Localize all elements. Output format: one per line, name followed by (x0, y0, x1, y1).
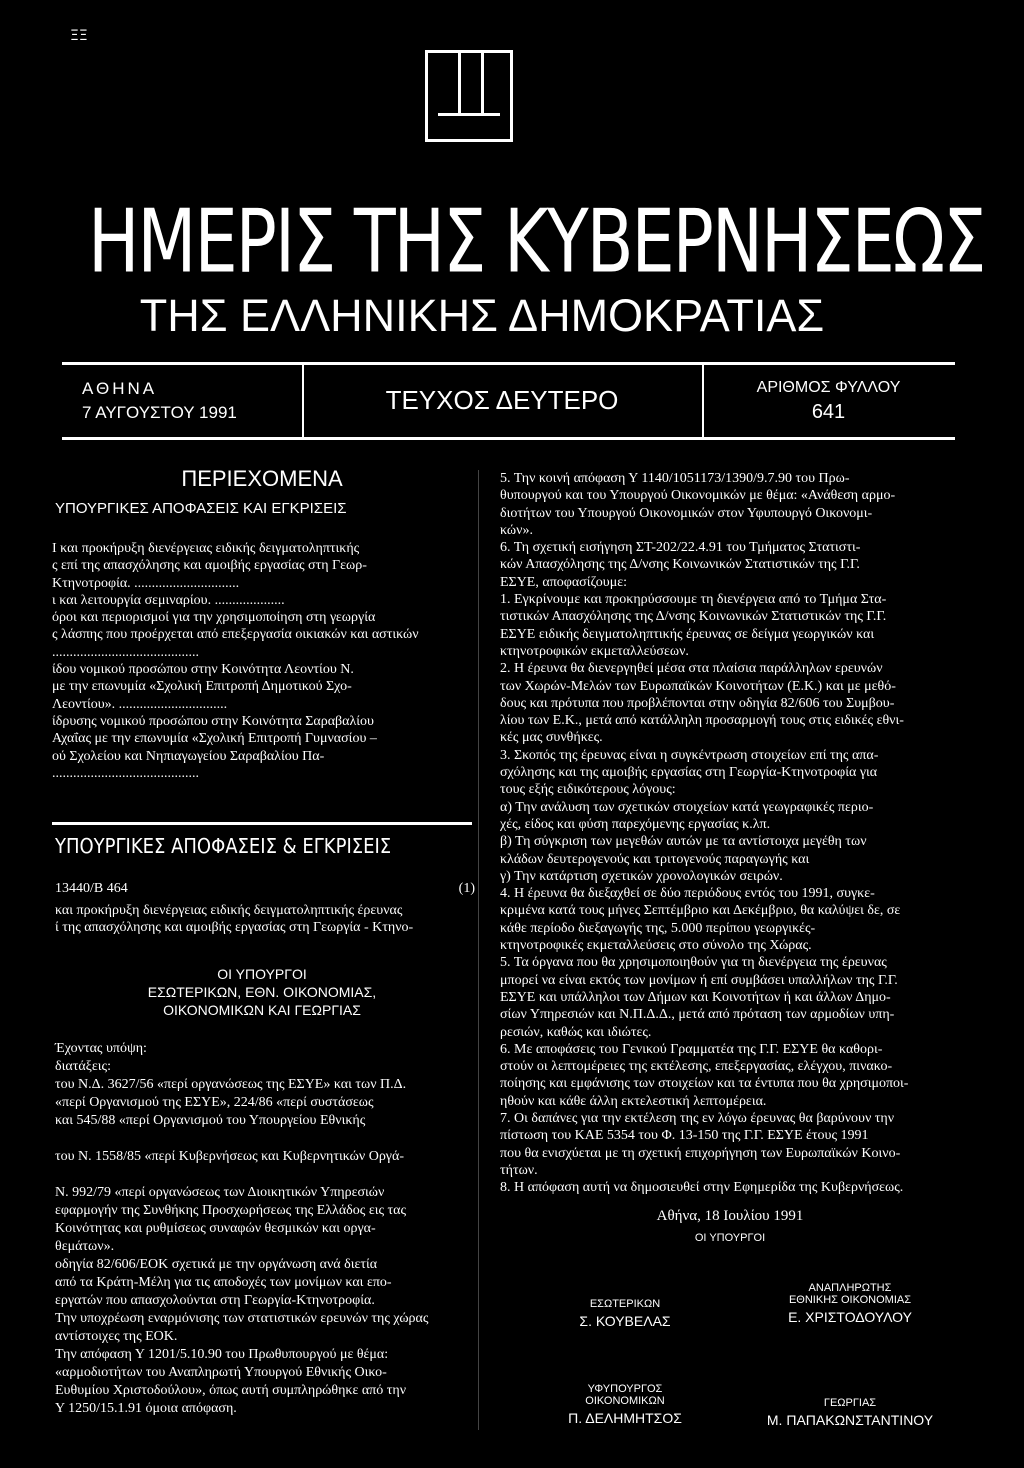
corner-mark: ΞΞ (70, 28, 88, 44)
toc-line: ίδρυσης νομικού προσώπου στην Κοινότητα Σαραβαλίου (52, 713, 374, 729)
article-line: πίστωση του ΚΑΕ 5354 του Φ. 13-150 της Γ.Γ. ΕΣΥΕ έτους 1991 (500, 1128, 869, 1144)
toc-line: ς λάσπης που προέρχεται από επεξεργασία οικιακών και αστικών (52, 627, 419, 643)
signature-block (740, 1282, 960, 1325)
body-line: εργατών που απασχολούνται στη Γεωργία-Κτηνοτροφία. (55, 1293, 375, 1308)
article-line: 4. Η έρευνα θα διεξαχθεί σε δύο περιόδους εντός του 1991, συγκε- (500, 886, 875, 902)
toc-line: Ι και προκήρυξη διενέργειας ειδικής δειγματοληπτικής (52, 541, 360, 556)
body-line: θεμάτων». (55, 1239, 115, 1254)
toc-line: ι και λειτουργία σεμιναρίου. .................... (52, 592, 285, 608)
signature-role: ΕΘΝΙΚΗΣ ΟΙΚΟΝΟΜΙΑΣ (788, 1294, 912, 1306)
signature-role: ΓΕΩΡΓΙΑΣ (823, 1397, 877, 1409)
place-date: Αθήνα, 18 Ιουλίου 1991 (656, 1208, 804, 1224)
body-line (55, 1166, 475, 1184)
article-line: κών Απασχόλησης της Δ/νσης Κοινωνικών Στατιστικών της Γ.Γ. (500, 557, 860, 573)
body-line: Την απόφαση Υ 1201/5.10.90 του Πρωθυπουργού με θέμα: (55, 1347, 389, 1362)
article-line: διοτήτων του Υπουργού Οικονομικών στον Υφυπουργό Οικονομι- (500, 505, 873, 521)
decision-body (55, 1040, 475, 1418)
toc-section: ΥΠΟΥΡΓΙΚΕΣ ΑΠΟΦΑΣΕΙΣ ΚΑΙ ΕΓΚΡΙΣΕΙΣ (55, 500, 347, 517)
article-line: ποίησης και εμφάνισης των στοιχείων και τα έντυπα που θα χρησιμοποι- (500, 1076, 909, 1092)
article-line: τήτων. (500, 1162, 538, 1178)
ministers-title-line: ΕΣΩΤΕΡΙΚΩΝ, ΕΘΝ. ΟΙΚΟΝΟΜΙΑΣ, (147, 984, 377, 1000)
having-regard: Έχοντας υπόψη: (55, 1041, 147, 1056)
body-line (55, 1130, 475, 1148)
signature-role: ΟΙΚΟΝΟΜΙΚΩΝ (585, 1395, 665, 1407)
signature-block (740, 1397, 960, 1428)
toc-line: ίδου νομικού προσώπου στην Κοινότητα Λεοντίου Ν. (52, 662, 354, 678)
ministers-label: ΟΙ ΥΠΟΥΡΓΟΙ (694, 1232, 766, 1244)
signature-name: Ε. ΧΡΙΣΤΟΔΟΥΛΟΥ (788, 1309, 912, 1325)
body-line: αντίστοιχες της ΕΟΚ. (55, 1329, 178, 1344)
article-line: κτηνοτροφικές εκμεταλλεύσεις στο σύνολο της Χώρας. (500, 938, 812, 954)
toc-list (52, 540, 472, 782)
decision-intro (55, 902, 475, 937)
intro-line: ί της απασχόλησης και αμοιβής εργασίας στη Γεωργία - Κτηνο- (55, 920, 414, 936)
article-line: κών». (500, 522, 533, 538)
toc-line: .......................................... (52, 765, 199, 781)
article-line: ηθούν και κάθε άλλη εκτελεστική λεπτομέρεια. (500, 1093, 767, 1109)
article-line: κλάδων δευτερογενούς και τριτογενούς παραγωγής και (500, 851, 810, 867)
ministers-title (52, 965, 472, 1019)
article-line: κάθε περίοδο διεξαγωγής της, 5.000 περίπου γεωργικές- (500, 920, 816, 936)
issue-series-label: ΤΕΥΧΟΣ ΔΕΥΤΕΡΟ (385, 385, 619, 415)
article-line: α) Την ανάλυση των σχετικών στοιχείων κατά γεωγραφικές περιο- (500, 799, 874, 815)
article-line: σίων Υπηρεσιών και Ν.Π.Δ.Δ., μετά από πρόταση των αρμοδίων υπη- (500, 1007, 895, 1023)
article-line: β) Τη σύγκριση των μεγεθών αυτών με τα αντίστοιχα μεγέθη των (500, 834, 867, 850)
body-line: Υ 1250/15.1.91 όμοια απόφαση. (55, 1401, 237, 1416)
decision-ref: 13440/Β 464 (55, 881, 128, 896)
column-divider (478, 470, 479, 1430)
article-line: γ) Την κατάρτιση σχετικών χρονολογικών σειρών. (500, 868, 783, 884)
body-line: «περί Οργανισμού της ΕΣΥΕ», 224/86 «περί συστάσεως (55, 1095, 374, 1110)
article-line: 8. Η απόφαση αυτή να δημοσιευθεί στην Εφημερίδα της Κυβερνήσεως. (500, 1180, 904, 1196)
issue-sheet (702, 365, 955, 437)
body-line: οδηγία 82/606/ΕΟΚ σχετικά με την οργάνωση ανά διετία (55, 1257, 378, 1272)
sheet-number: 641 (811, 401, 846, 423)
article-line: κριμένα κατά τους μήνες Σεπτέμβριο και Δεκέμβριο, θα καλύψει δε, σε (500, 903, 901, 919)
signature-role: ΥΦΥΠΟΥΡΓΟΣ (587, 1383, 663, 1395)
article-line: 6. Τη σχετική εισήγηση ΣΤ-202/22.4.91 του Τμήματος Στατιστι- (500, 540, 861, 556)
article-line: ΕΣΥΕ και υπάλληλοι των Δήμων και Κοινοτήτων ή και άλλων Δημο- (500, 989, 891, 1005)
signature-name: Μ. ΠΑΠΑΚΩΝΣΤΑΝΤΙΝΟΥ (766, 1412, 934, 1428)
article-line: που θα ενισχύεται με τη σχετική επιχορήγηση των Ευρωπαϊκών Κοινο- (500, 1145, 901, 1161)
issue-series (302, 365, 704, 437)
article-line: χές, είδος και φύση παρεχόμενης εργασίας κ.λπ. (500, 816, 771, 832)
ministers-title-line: ΟΙ ΥΠΟΥΡΓΟΙ (217, 966, 307, 982)
intro-line: και προκήρυξη διενέργειας ειδικής δειγματοληπτικής έρευνας (55, 903, 403, 918)
issue-date: 7 ΑΥΓΟΥΣΤΟΥ 1991 (82, 403, 237, 422)
body-line: Κοινότητας και ρυθμίσεως συναφών θεσμικών και οργα- (55, 1221, 376, 1236)
issue-header (62, 362, 955, 440)
article-line: 6. Με αποφάσεις του Γενικού Γραμματέα της Γ.Γ. ΕΣΥΕ θα καθορι- (500, 1041, 883, 1057)
body-line: του Ν. 1558/85 «περί Κυβερνήσεως και Κυβερνητικών Οργά- (55, 1149, 404, 1164)
body-line: Ν. 992/79 «περί οργανώσεως των Διοικητικών Υπηρεσιών (55, 1185, 385, 1200)
decision-ref-number: (1) (458, 881, 475, 896)
article-line: 1. Εγκρίνουμε και προκηρύσσουμε τη διενέργεια από το Τμήμα Στα- (500, 592, 887, 608)
section-rule (52, 822, 472, 825)
signature-name: Π. ΔΕΛΗΜΗΤΣΟΣ (568, 1410, 682, 1426)
emblem-icon (425, 50, 513, 142)
article-line: των Χωρών-Μελών των Ευρωπαϊκών Κοινοτήτων (Ε.Κ.) και με μεθό- (500, 678, 896, 694)
toc-heading: ΠΕΡΙΕΧΟΜΕΝΑ (181, 466, 343, 491)
toc-line: ς επί της απασχόλησης και αμοιβής εργασίας στη Γεωρ- (52, 558, 367, 574)
signature-role: ΑΝΑΠΛΗΡΩΤΗΣ (808, 1282, 892, 1294)
signature-block (525, 1383, 725, 1426)
toc-line: .......................................... (52, 644, 199, 660)
body-line: και 545/88 «περί Οργανισμού του Υπουργείου Εθνικής (55, 1113, 366, 1128)
article-line: τους εξής ειδικότερους λόγους: (500, 782, 676, 798)
body-line: εφαρμογήν της Συνθήκης Προσχωρήσεως της Ελλάδος εις τας (55, 1203, 407, 1218)
article-line: 5. Την κοινή απόφαση Υ 1140/1051173/1390/9.7.90 του Πρω- (500, 471, 850, 486)
toc-line: Αχαΐας με την επωνυμία «Σχολική Επιτροπή Γυμνασίου – (52, 731, 377, 747)
article-line: τιστικών Απασχόλησης της Δ/νσης Κοινωνικών Στατιστικών της Γ.Γ. (500, 609, 887, 625)
decision-articles (500, 470, 960, 1196)
article-line: ΕΣΥΕ ειδικής δειγματοληπτικής έρευνας σε δείγμα γεωργικών και (500, 626, 875, 642)
ministers-title-line: ΟΙΚΟΝΟΜΙΚΩΝ ΚΑΙ ΓΕΩΡΓΙΑΣ (163, 1002, 361, 1018)
body-line: Την υποχρέωση εναρμόνισης των στατιστικών ερευνών της χώρας (55, 1311, 429, 1326)
toc-line: με την επωνυμία «Σχολική Επιτροπή Δημοτικού Σχο- (52, 679, 352, 695)
article-line: ρεσιών, καθώς και ιδιώτες. (500, 1024, 652, 1040)
article-line: μπορεί να είναι εκτός των μονίμων ή επί συμβάσει υπαλλήλων της Γ.Γ. (500, 972, 898, 988)
article-line: κές μας συνθήκες. (500, 730, 603, 746)
gazette-title: ΗΜΕΡΙΣ ΤΗΣ ΚΥΒΕΡΝΗΣΕΩΣ (88, 190, 985, 293)
article-line: 2. Η έρευνα θα διενεργηθεί μέσα στα πλαίσια παράλληλων ερευνών (500, 661, 883, 677)
article-line: κτηνοτροφικών εκμεταλλεύσεων. (500, 643, 689, 659)
body-line: του Ν.Δ. 3627/56 «περί οργανώσεως της ΕΣΥΕ» και των Π.Δ. (55, 1077, 407, 1092)
signature-role: ΕΣΩΤΕΡΙΚΩΝ (589, 1298, 661, 1310)
signature-name: Σ. ΚΟΥΒΕΛΑΣ (579, 1313, 671, 1329)
article-line: 3. Σκοπός της έρευνας είναι η συγκέντρωση στοιχείων επί της απα- (500, 747, 879, 763)
body-line: «αρμοδιοτήτων του Αναπληρωτή Υπουργού Εθνικής Οικο- (55, 1365, 387, 1380)
provisions: διατάξεις: (55, 1059, 111, 1074)
main-section-heading: ΥΠΟΥΡΓΙΚΕΣ ΑΠΟΦΑΣΕΙΣ & ΕΓΚΡΙΣΕΙΣ (55, 834, 392, 858)
article-line: ΕΣΥΕ, αποφασίζουμε: (500, 574, 627, 590)
toc-line: όροι και περιορισμοί για την χρησιμοποίηση στη γεωργία (52, 610, 376, 626)
article-line: λίου των Ε.Κ., μετά από κατάλληλη προσαρμογή τους στις ειδικές εθνι- (500, 713, 904, 729)
body-line: Ευθυμίου Χριστοδούλου», όπως αυτή συμπληρώθηκε από την (55, 1383, 407, 1398)
article-line: 7. Οι δαπάνες για την εκτέλεση της εν λόγω έρευνας θα βαρύνουν την (500, 1110, 895, 1126)
issue-city-date (62, 365, 304, 437)
issue-city: ΑΘΗΝΑ (82, 379, 158, 398)
article-line: δους και πρότυπα που προβλέπονται στην οδηγία 82/606 του Συμβου- (500, 695, 895, 711)
article-line: θυπουργού και του Υπουργού Οικονομικών με θέμα: «Ανάθεση αρμο- (500, 488, 896, 504)
article-line: σχόλησης και της αμοιβής εργασίας στη Γεωργία-Κτηνοτροφία για (500, 765, 878, 781)
toc-line: Κτηνοτροφία. .............................. (52, 575, 240, 591)
toc-line: Λεοντίου». ............................... (52, 696, 228, 712)
article-line: στούν οι λεπτομέρειες της εκτέλεσης, επεξεργασίας, ελέγχου, πινακο- (500, 1059, 893, 1075)
toc-line: ού Σχολείου και Νηπιαγωγείου Σαραβαλίου Πα- (52, 748, 325, 764)
sheet-label: ΑΡΙΘΜΟΣ ΦΥΛΛΟΥ (756, 379, 901, 396)
body-line: από τα Κράτη-Μέλη για τις αποδοχές των μονίμων και επο- (55, 1275, 392, 1290)
decision-ref-row (55, 880, 475, 897)
gazette-subtitle: ΤΗΣ ΕΛΛΗΝΙΚΗΣ ΔΗΜΟΚΡΑΤΙΑΣ (139, 290, 825, 341)
signature-block (525, 1298, 725, 1329)
article-line: 5. Τα όργανα που θα χρησιμοποιηθούν για τη διενέργεια της έρευνας (500, 955, 887, 971)
